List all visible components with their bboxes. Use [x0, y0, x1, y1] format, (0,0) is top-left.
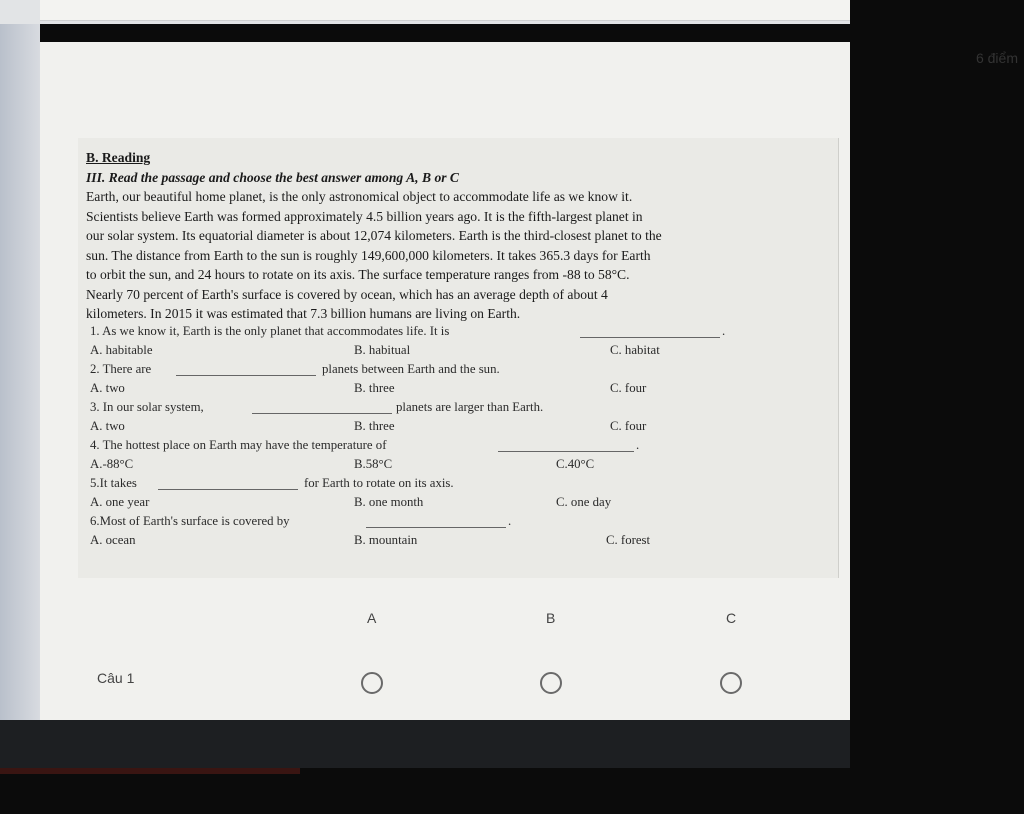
- question-text-end: .: [636, 437, 640, 452]
- question-options: [86, 495, 836, 514]
- answer-blank: [158, 476, 298, 494]
- instruction: III. Read the passage and choose the best answer among A, B or C: [86, 169, 459, 185]
- option-b: B. mountain: [354, 532, 418, 547]
- question-text: 3. In our solar system,: [90, 399, 204, 414]
- worksheet-image: [78, 138, 839, 578]
- question-text: 5.It takes: [90, 475, 137, 490]
- question-stem: [86, 324, 836, 343]
- radio-option-b[interactable]: [540, 672, 562, 694]
- option-b: B. habitual: [354, 342, 411, 357]
- bottom-bar: [0, 720, 850, 768]
- option-c: C. habitat: [610, 342, 660, 357]
- question-text-end: planets between Earth and the sun.: [322, 361, 500, 376]
- question-options: [86, 419, 836, 438]
- option-c: C. four: [610, 380, 647, 395]
- column-header-c: C: [726, 610, 737, 626]
- question-options: [86, 533, 836, 552]
- answer-blank: [366, 514, 506, 532]
- option-a: A.-88°C: [90, 456, 134, 471]
- option-a: A. two: [90, 418, 125, 433]
- section-title: B. Reading: [86, 150, 151, 165]
- passage-line: to orbit the sun, and 24 hours to rotate on its axis. The surface temperature ranges from -88 to 58°C.: [86, 267, 630, 282]
- question-text-end: planets are larger than Earth.: [396, 399, 544, 414]
- passage-line: sun. The distance from Earth to the sun is roughly 149,600,000 kilometers. It takes 365.3 days for Earth: [86, 247, 651, 263]
- option-b: B. one month: [354, 494, 424, 509]
- question-options: [86, 381, 836, 400]
- points-label: 6 điểm: [975, 50, 1018, 66]
- option-c: C.40°C: [556, 456, 595, 471]
- option-c: C. forest: [606, 532, 651, 547]
- passage-line: Earth, our beautiful home planet, is the only astronomical object to accommodate life as we know it.: [86, 189, 633, 204]
- passage-line: Scientists believe Earth was formed approximately 4.5 billion years ago. It is the fifth-largest planet in: [86, 208, 643, 224]
- question-stem: [86, 400, 836, 419]
- answer-blank: [580, 324, 720, 342]
- column-header-a: A: [367, 610, 377, 626]
- question-options: [86, 457, 836, 476]
- answer-blank: [252, 400, 392, 418]
- passage-line: kilometers. In 2015 it was estimated that 7.3 billion humans are living on Earth.: [86, 306, 521, 321]
- option-a: A. habitable: [90, 342, 153, 357]
- radio-option-c[interactable]: [720, 672, 742, 694]
- option-c: C. one day: [556, 494, 612, 509]
- question-stem: [86, 438, 836, 457]
- question-text-end: .: [508, 513, 512, 528]
- bottom-edge-strip: [0, 768, 300, 774]
- question-text: 1. As we know it, Earth is the only planet that accommodates life. It is: [90, 323, 450, 338]
- passage-line: Nearly 70 percent of Earth's surface is covered by ocean, which has an average depth of about 4: [86, 286, 608, 302]
- row-label: Câu 1: [97, 670, 135, 686]
- question-text: 2. There are: [90, 361, 152, 376]
- passage-line: our solar system. Its equatorial diameter is about 12,074 kilometers. Earth is the third-closest planet to the: [86, 228, 662, 243]
- question-stem: [86, 362, 836, 381]
- previous-card-edge: [40, 0, 850, 21]
- question-text-end: for Earth to rotate on its axis.: [304, 475, 454, 490]
- page-background: [0, 24, 40, 720]
- option-c: C. four: [610, 418, 647, 433]
- question-text-end: .: [722, 323, 726, 338]
- option-b: B.58°C: [354, 456, 393, 471]
- column-header-b: B: [546, 610, 556, 626]
- question-stem: [86, 476, 836, 495]
- option-b: B. three: [354, 380, 395, 395]
- answer-blank: [498, 438, 634, 456]
- option-a: A. one year: [90, 494, 150, 509]
- answer-blank: [176, 362, 316, 380]
- option-a: A. two: [90, 380, 125, 395]
- question-stem: [86, 514, 836, 533]
- question-options: [86, 343, 836, 362]
- question-text: 4. The hottest place on Earth may have the temperature of: [90, 437, 387, 452]
- question-text: 6.Most of Earth's surface is covered by: [90, 513, 290, 528]
- radio-option-a[interactable]: [361, 672, 383, 694]
- option-a: A. ocean: [90, 532, 136, 547]
- option-b: B. three: [354, 418, 395, 433]
